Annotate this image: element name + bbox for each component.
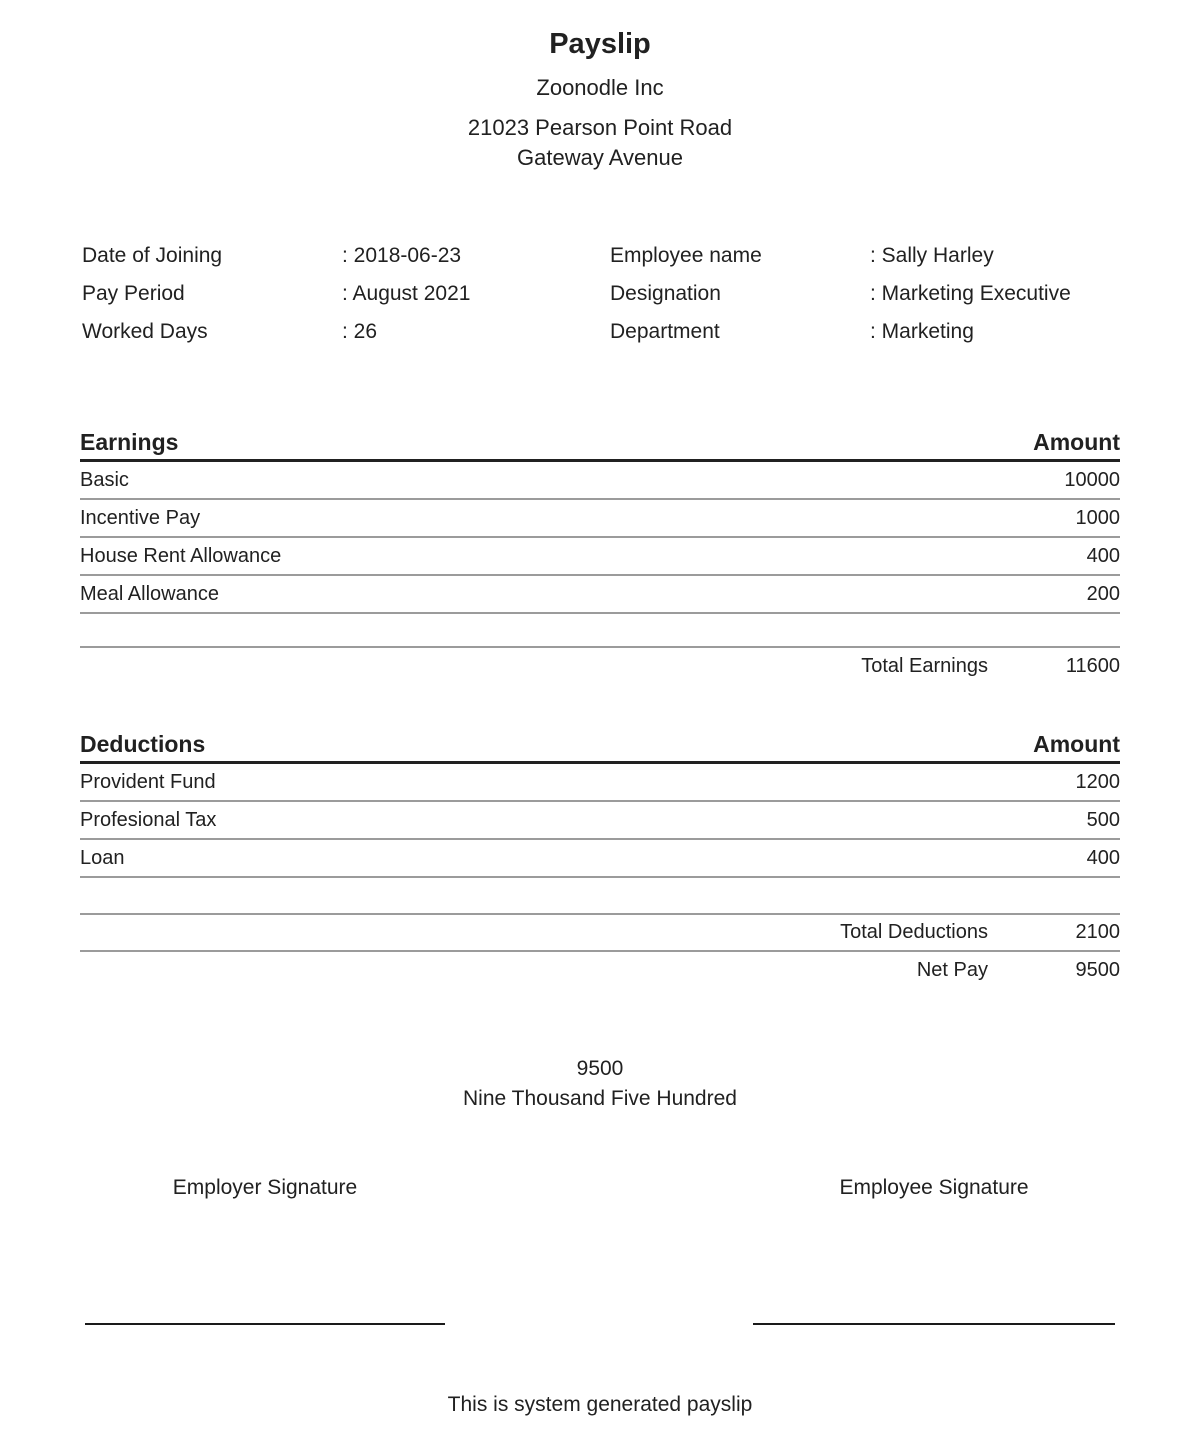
employee-signature-label: Employee Signature [839,1176,1029,1199]
company-address-line2: Gateway Avenue [517,145,683,170]
deduction-item-label: Profesional Tax [80,809,217,831]
page-title: Payslip [549,28,651,60]
employee-signature-line [753,1323,1115,1325]
deductions-amount-header: Amount [1033,731,1120,757]
net-pay-amount: 9500 [1075,959,1120,981]
department-label: Department [610,320,720,343]
empty-row [80,878,1120,915]
deductions-header-label: Deductions [80,731,206,757]
date-of-joining-value: : 2018-06-23 [342,244,462,267]
deductions-table-header [80,727,1120,764]
employee-info-section [82,237,1120,351]
table-row [80,500,1120,538]
earnings-table [80,425,1120,684]
info-row [82,237,1120,275]
employer-signature-line [85,1323,445,1325]
pay-period-label: Pay Period [82,282,185,305]
earning-item-amount: 1000 [1075,507,1120,529]
net-pay-label: Net Pay [916,959,988,981]
deduction-item-amount: 500 [1086,809,1120,831]
designation-value: : Marketing Executive [870,282,1071,305]
table-row [80,462,1120,500]
designation-label: Designation [610,282,721,305]
table-row [80,764,1120,802]
earning-item-label: House Rent Allowance [80,545,282,567]
info-row [82,275,1120,313]
employee-name-value: : Sally Harley [870,244,994,267]
empty-row [80,614,1120,648]
total-earnings-label: Total Earnings [861,655,988,677]
net-pay-in-words: Nine Thousand Five Hundred [463,1087,737,1110]
employer-signature-label: Employer Signature [172,1176,358,1199]
signature-labels-row [0,1173,1200,1203]
deduction-item-amount: 1200 [1075,771,1120,793]
earning-item-amount: 200 [1086,583,1120,605]
total-deductions-amount: 2100 [1075,921,1120,943]
deductions-table [80,727,1120,988]
signature-lines-row [0,1323,1200,1325]
pay-period-value: : August 2021 [342,282,471,305]
employee-name-label: Employee name [610,244,762,267]
earnings-header-label: Earnings [80,429,179,455]
table-row [80,576,1120,614]
deduction-item-label: Loan [80,847,125,869]
earnings-table-header [80,425,1120,462]
net-pay-figure: 9500 [576,1057,624,1080]
department-value: : Marketing [870,320,974,343]
deduction-item-label: Provident Fund [80,771,216,793]
earning-item-label: Meal Allowance [80,583,219,605]
total-earnings-amount: 11600 [1065,655,1120,677]
date-of-joining-label: Date of Joining [82,244,223,267]
company-name: Zoonodle Inc [536,75,664,100]
earning-item-label: Basic [80,469,129,491]
company-address-line1: 21023 Pearson Point Road [467,115,733,140]
table-row [80,840,1120,878]
earning-item-amount: 400 [1086,545,1120,567]
earning-item-amount: 10000 [1064,469,1120,491]
total-deductions-label: Total Deductions [840,921,988,943]
worked-days-value: : 26 [342,320,378,343]
worked-days-label: Worked Days [82,320,208,343]
table-row [80,802,1120,840]
earnings-amount-header: Amount [1033,429,1120,455]
system-generated-note: This is system generated payslip [447,1393,753,1416]
table-row [80,538,1120,576]
info-row [82,313,1120,351]
total-deductions-row [80,915,1120,952]
total-earnings-row [80,648,1120,684]
net-pay-row [80,952,1120,988]
earning-item-label: Incentive Pay [80,507,201,529]
deduction-item-amount: 400 [1086,847,1120,869]
